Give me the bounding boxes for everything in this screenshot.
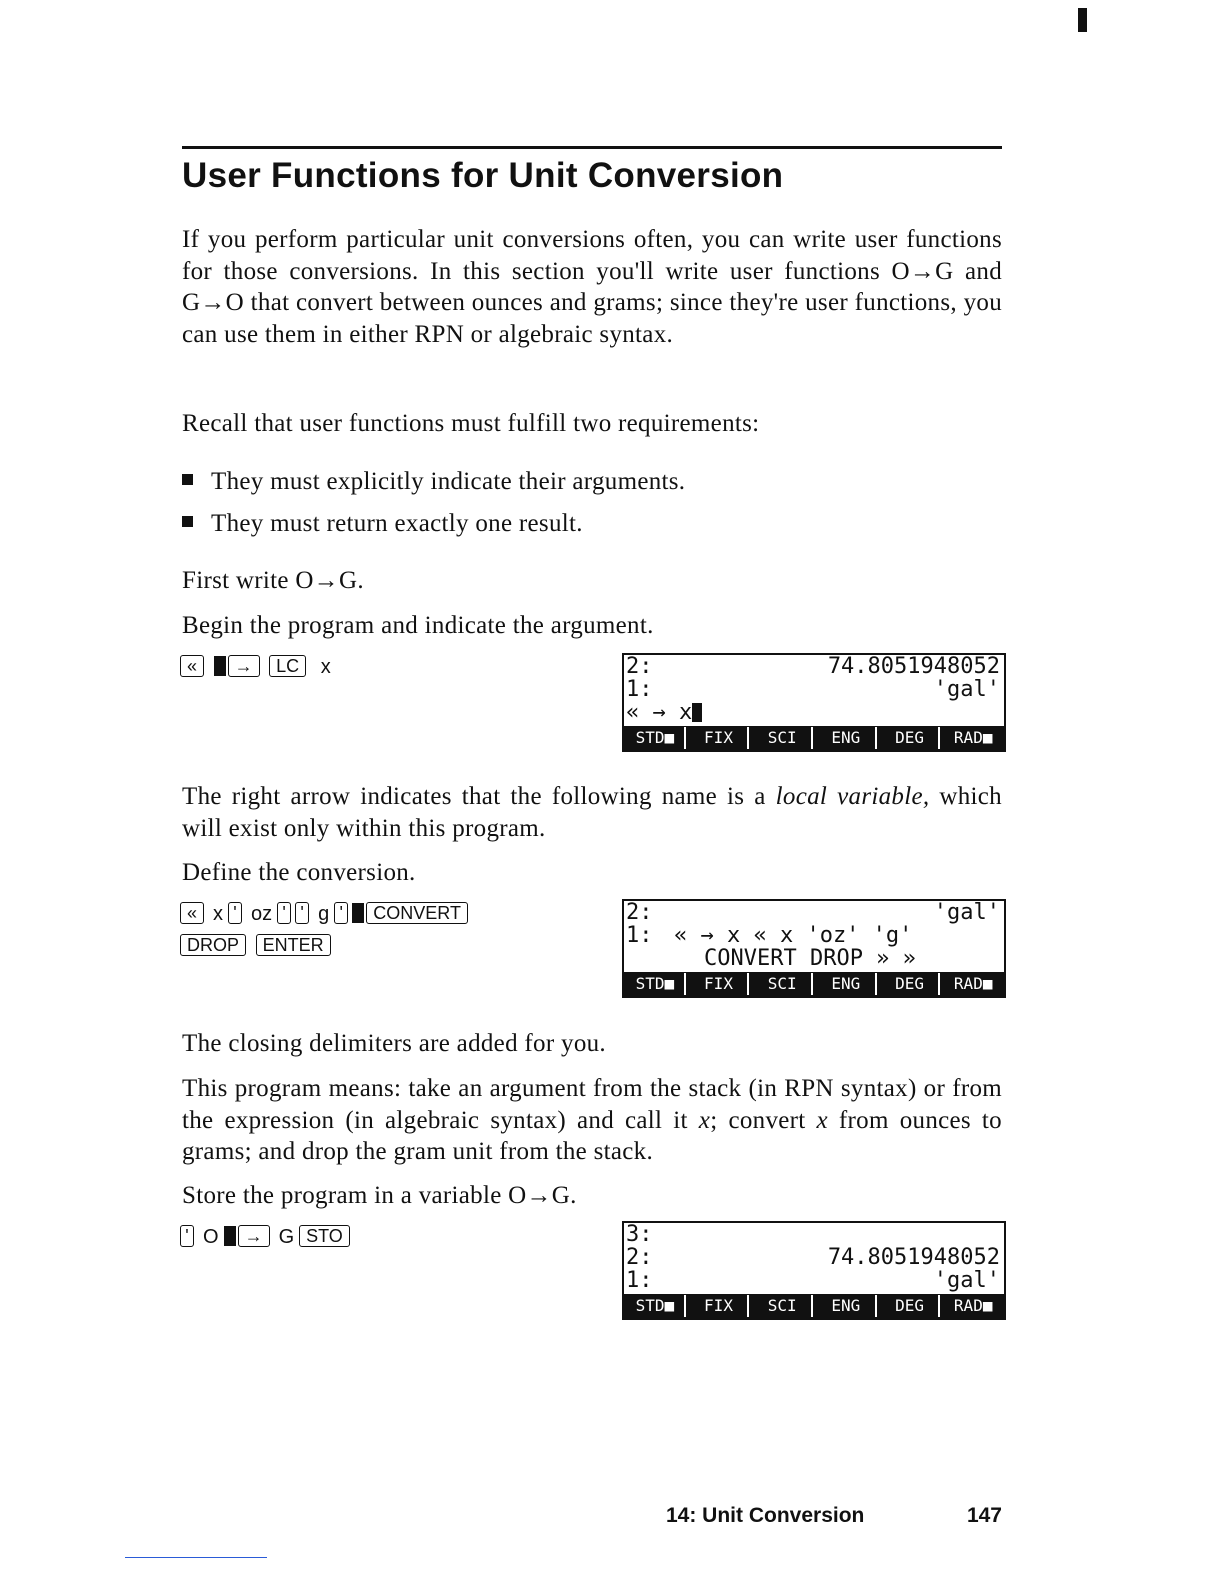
program-key: «: [180, 902, 204, 924]
menu-key-fix: FIX: [690, 727, 750, 749]
level-label: 3:: [626, 1222, 653, 1247]
menu-bar: [624, 972, 1004, 996]
bullet-square-icon: [182, 474, 193, 485]
stack-level-1-cont: [624, 947, 1004, 970]
recall-paragraph: Recall that user functions must fulfill two requirements:: [182, 410, 760, 437]
menu-key-eng: ENG: [817, 727, 877, 749]
page-footer: [666, 1504, 1002, 1528]
quote-key: ': [295, 902, 309, 924]
arrow-key: →: [238, 1225, 270, 1247]
closing-paragraph: The closing delimiters are added for you.: [182, 1030, 606, 1057]
arrow-key: →: [228, 655, 260, 677]
arrow-paragraph: [182, 781, 1002, 844]
menu-key-fix: FIX: [690, 973, 750, 995]
text-span: from ounces to grams; and drop the gram unit from the stack.: [182, 1106, 1002, 1165]
command-line-text: « → x: [626, 700, 693, 725]
char-g: g: [318, 903, 330, 925]
quote-key: ': [180, 1225, 194, 1247]
right-shift-icon: [224, 1226, 236, 1246]
program-code-line: « → x « x 'oz' 'g': [674, 923, 913, 948]
bullet-text: They must explicitly indicate their arguments.: [211, 468, 686, 495]
bullet-item: [182, 466, 1002, 497]
corner-tab-mark: [1078, 8, 1087, 32]
keystroke-sequence-3: [180, 1221, 610, 1253]
stack-level-2: [624, 655, 1004, 678]
sto-key: STO: [299, 1225, 350, 1247]
char-oz: oz: [251, 903, 273, 925]
section-title: User Functions for Unit Conversion: [182, 156, 784, 195]
level-label: 2:: [626, 900, 653, 925]
section-rule: [182, 146, 1002, 149]
lc-key: LC: [269, 655, 306, 677]
emphasis-span: x: [816, 1106, 828, 1134]
level-value: 'gal': [933, 900, 1000, 925]
stack-level-2: [624, 901, 1004, 924]
text-span: The right arrow indicates that the following name is a: [182, 783, 776, 810]
text-span: ; convert: [710, 1106, 817, 1134]
level-value: 'gal': [933, 677, 1000, 702]
menu-key-deg: DEG: [881, 973, 941, 995]
store-paragraph: Store the program in a variable O→G.: [182, 1182, 577, 1209]
menu-key-sci: SCI: [753, 727, 813, 749]
menu-key-eng: ENG: [817, 973, 877, 995]
menu-key-deg: DEG: [881, 727, 941, 749]
command-line: [624, 701, 1004, 724]
char-x: x: [320, 656, 331, 678]
char-x: x: [213, 903, 224, 925]
menu-key-sci: SCI: [753, 973, 813, 995]
char-o: O: [203, 1226, 219, 1248]
program-code-line: CONVERT DROP » »: [704, 946, 916, 971]
bullet-square-icon: [182, 516, 193, 527]
char-g: G: [278, 1226, 295, 1248]
menu-key-deg: DEG: [881, 1295, 941, 1317]
menu-key-fix: FIX: [690, 1295, 750, 1317]
menu-bar: [624, 726, 1004, 750]
level-value: 'gal': [933, 1268, 1000, 1293]
right-shift-icon: [352, 903, 364, 923]
calculator-screen-1: [622, 653, 1006, 752]
stack-level-1: [624, 678, 1004, 701]
enter-key: ENTER: [256, 934, 331, 956]
text-span: which will exist only within this program.: [182, 783, 1002, 842]
menu-key-rad: RAD■: [944, 1295, 1002, 1317]
footer-chapter: 14: Unit Conversion: [666, 1504, 865, 1527]
menu-key-std: STD■: [626, 1295, 686, 1317]
intro-paragraph: If you perform particular unit conversions often, you can write user functions for those conversions. In this section you'll write user functions O→G and G→O that convert between ounces and grams; since they're user functions, you can use them in either RPN or algebraic syntax.: [182, 226, 1002, 348]
level-label: 1:: [626, 923, 653, 948]
keystroke-sequence-1: [180, 651, 610, 683]
menu-key-sci: SCI: [753, 1295, 813, 1317]
calculator-screen-3: [622, 1221, 1006, 1320]
keystroke-sequence-2: [180, 898, 610, 962]
first-write-paragraph: First write O→G.: [182, 567, 364, 594]
level-label: 2:: [626, 654, 653, 679]
quote-key: ': [277, 902, 291, 924]
level-label: 1:: [626, 1268, 653, 1293]
level-label: 1:: [626, 677, 653, 702]
menu-key-eng: ENG: [817, 1295, 877, 1317]
stack-level-1: [624, 1269, 1004, 1292]
drop-key: DROP: [180, 934, 246, 956]
stack-level-2: [624, 1246, 1004, 1269]
page-number: 147: [966, 1504, 1002, 1527]
menu-key-rad: RAD■: [944, 727, 1002, 749]
bullet-text: They must return exactly one result.: [211, 510, 583, 537]
bullet-item: [182, 508, 1002, 539]
define-paragraph: Define the conversion.: [182, 859, 416, 886]
level-value: 74.8051948052: [827, 654, 1000, 679]
stack-level-3: [624, 1223, 1004, 1246]
program-key: «: [180, 655, 204, 677]
bottom-rule: [125, 1557, 267, 1558]
menu-key-std: STD■: [626, 727, 686, 749]
stack-level-1: [624, 924, 1004, 947]
means-paragraph: [182, 1073, 1002, 1168]
menu-key-rad: RAD■: [944, 973, 1002, 995]
begin-paragraph: Begin the program and indicate the argument.: [182, 612, 654, 639]
calculator-screen-2: [622, 899, 1006, 998]
level-value: 74.8051948052: [827, 1245, 1000, 1270]
right-shift-icon: [214, 656, 226, 676]
cursor-icon: [692, 703, 702, 722]
emphasis-span: local variable,: [775, 783, 930, 810]
emphasis-span: x: [698, 1106, 711, 1134]
convert-key: CONVERT: [366, 902, 468, 924]
menu-bar: [624, 1294, 1004, 1318]
level-label: 2:: [626, 1245, 653, 1270]
menu-key-std: STD■: [626, 973, 686, 995]
quote-key: ': [228, 902, 242, 924]
text-span: This program means: take an argument from the stack (in RPN syntax) or from the expression (in algebraic syntax) and call it: [182, 1075, 1002, 1134]
quote-key: ': [334, 902, 348, 924]
